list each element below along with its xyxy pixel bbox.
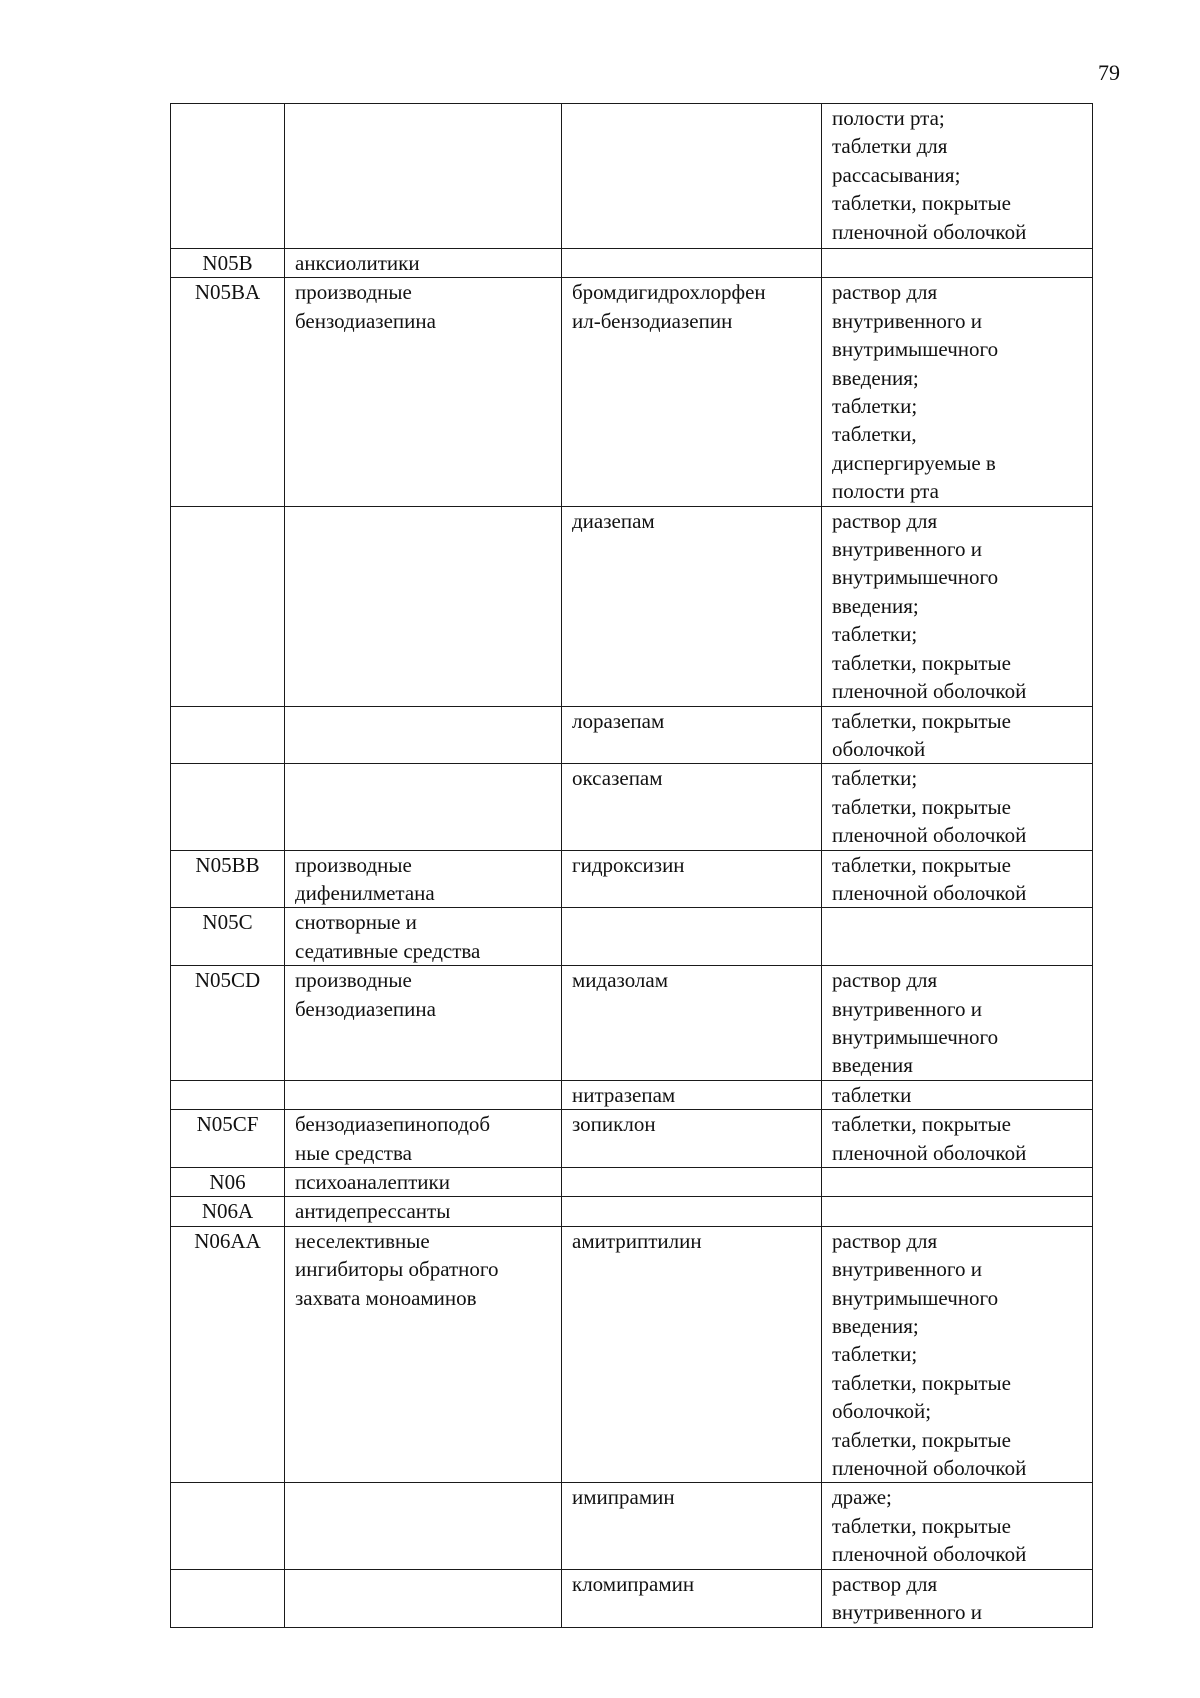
forms-cell: таблетки, покрытые оболочкой	[822, 706, 1093, 764]
table-row	[171, 1569, 1093, 1627]
atc-code-cell	[171, 706, 285, 764]
forms-cell	[822, 908, 1093, 966]
group-cell: анксиолитики	[285, 249, 562, 278]
forms-cell: таблетки	[822, 1080, 1093, 1109]
forms-cell: раствор для внутривенного и	[822, 1569, 1093, 1627]
atc-code-cell: N06A	[171, 1197, 285, 1226]
drug-cell	[562, 908, 822, 966]
forms-cell: раствор для внутривенного и внутримышечного введения	[822, 966, 1093, 1081]
table-row	[171, 506, 1093, 706]
table-row	[171, 1483, 1093, 1569]
drug-cell	[562, 249, 822, 278]
page-number: 79	[1098, 60, 1120, 85]
drug-cell: амитриптилин	[562, 1226, 822, 1483]
table-row	[171, 706, 1093, 764]
drug-table	[170, 103, 1093, 1628]
drug-cell	[562, 1168, 822, 1197]
forms-cell	[822, 1168, 1093, 1197]
drug-cell: зопиклон	[562, 1110, 822, 1168]
table-row	[171, 1168, 1093, 1197]
forms-cell: таблетки, покрытые пленочной оболочкой	[822, 1110, 1093, 1168]
atc-code-cell: N06	[171, 1168, 285, 1197]
group-cell: производные бензодиазепина	[285, 278, 562, 506]
group-cell	[285, 506, 562, 706]
forms-cell	[822, 249, 1093, 278]
table-row	[171, 908, 1093, 966]
drug-cell: мидазолам	[562, 966, 822, 1081]
forms-cell: драже; таблетки, покрытые пленочной оболочкой	[822, 1483, 1093, 1569]
drug-cell: гидроксизин	[562, 850, 822, 908]
group-cell: производные бензодиазепина	[285, 966, 562, 1081]
group-cell: бензодиазепиноподоб ные средства	[285, 1110, 562, 1168]
atc-code-cell: N05BA	[171, 278, 285, 506]
atc-code-cell: N05CD	[171, 966, 285, 1081]
group-cell: психоаналептики	[285, 1168, 562, 1197]
table-row	[171, 1080, 1093, 1109]
atc-code-cell	[171, 1080, 285, 1109]
forms-cell: таблетки; таблетки, покрытые пленочной оболочкой	[822, 764, 1093, 850]
drug-cell	[562, 104, 822, 249]
atc-code-cell	[171, 764, 285, 850]
group-cell: производные дифенилметана	[285, 850, 562, 908]
drug-cell: нитразепам	[562, 1080, 822, 1109]
forms-cell: раствор для внутривенного и внутримышечного введения; таблетки; таблетки, покрытые пленочной оболочкой	[822, 506, 1093, 706]
drug-cell: бромдигидрохлорфен ил-бензодиазепин	[562, 278, 822, 506]
table-row	[171, 104, 1093, 249]
forms-cell	[822, 1197, 1093, 1226]
atc-code-cell	[171, 1569, 285, 1627]
drug-cell	[562, 1197, 822, 1226]
atc-code-cell: N05B	[171, 249, 285, 278]
table-row	[171, 764, 1093, 850]
table-row	[171, 1197, 1093, 1226]
group-cell: неселективные ингибиторы обратного захвата моноаминов	[285, 1226, 562, 1483]
table-row	[171, 249, 1093, 278]
drug-cell: кломипрамин	[562, 1569, 822, 1627]
atc-code-cell	[171, 1483, 285, 1569]
atc-code-cell	[171, 506, 285, 706]
drug-cell: имипрамин	[562, 1483, 822, 1569]
table-row	[171, 278, 1093, 506]
group-cell	[285, 706, 562, 764]
drug-cell: диазепам	[562, 506, 822, 706]
table-row	[171, 850, 1093, 908]
table-row	[171, 966, 1093, 1081]
group-cell	[285, 104, 562, 249]
atc-code-cell: N05CF	[171, 1110, 285, 1168]
group-cell	[285, 764, 562, 850]
group-cell: антидепрессанты	[285, 1197, 562, 1226]
drug-cell: лоразепам	[562, 706, 822, 764]
atc-code-cell: N06AA	[171, 1226, 285, 1483]
group-cell: снотворные и седативные средства	[285, 908, 562, 966]
group-cell	[285, 1483, 562, 1569]
forms-cell: раствор для внутривенного и внутримышечного введения; таблетки; таблетки, диспергируемые в полости рта	[822, 278, 1093, 506]
forms-cell: таблетки, покрытые пленочной оболочкой	[822, 850, 1093, 908]
table-row	[171, 1110, 1093, 1168]
atc-code-cell: N05C	[171, 908, 285, 966]
drug-cell: оксазепам	[562, 764, 822, 850]
table-row	[171, 1226, 1093, 1483]
atc-code-cell: N05BB	[171, 850, 285, 908]
forms-cell: полости рта; таблетки для рассасывания; таблетки, покрытые пленочной оболочкой	[822, 104, 1093, 249]
forms-cell: раствор для внутривенного и внутримышечного введения; таблетки; таблетки, покрытые оболочкой; таблетки, покрытые пленочной оболочкой	[822, 1226, 1093, 1483]
group-cell	[285, 1569, 562, 1627]
atc-code-cell	[171, 104, 285, 249]
group-cell	[285, 1080, 562, 1109]
